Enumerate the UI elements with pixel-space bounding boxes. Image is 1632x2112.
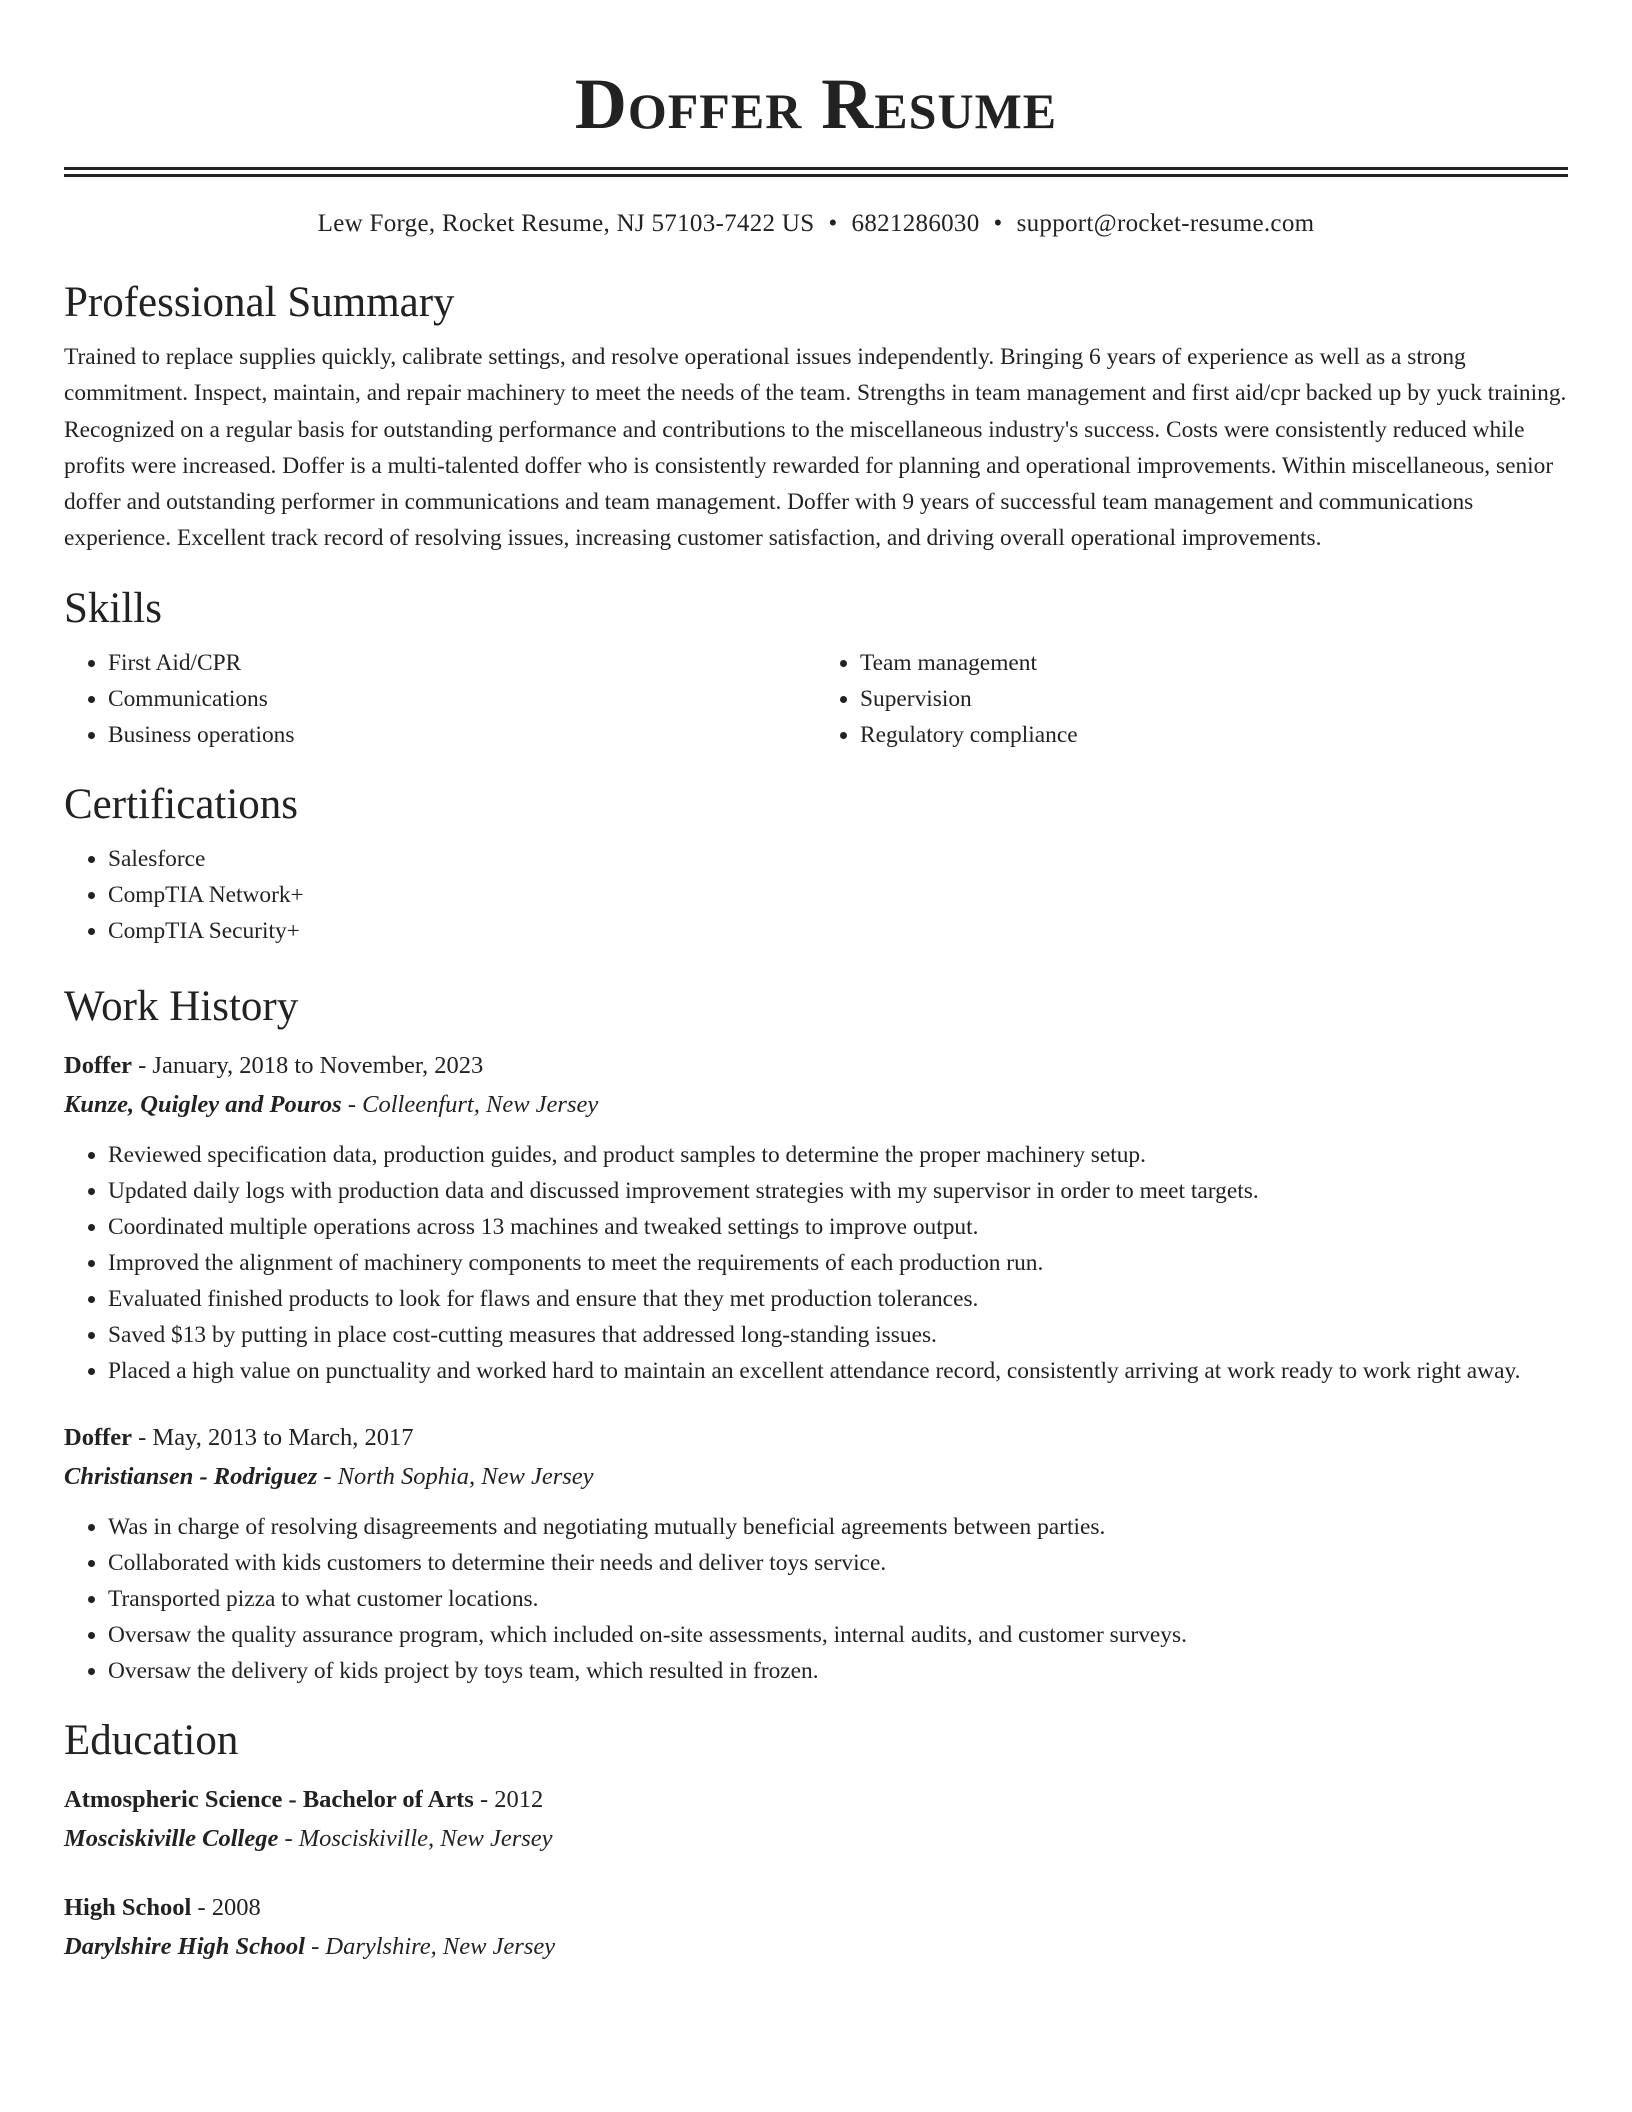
certification-item: • CompTIA Network+	[108, 877, 1568, 913]
job-header	[64, 1419, 1568, 1457]
duty-item: • Saved $13 by putting in place cost-cutting measures that addressed long-standing issues.	[108, 1317, 1568, 1353]
duty-item: • Coordinated multiple operations across 13 machines and tweaked settings to improve output.	[108, 1209, 1568, 1245]
duty-item: • Oversaw the quality assurance program, which included on-site assessments, internal audits, and customer surveys.	[108, 1617, 1568, 1653]
job-company: Kunze, Quigley and Pouros	[64, 1090, 342, 1118]
education-year: - 2008	[191, 1893, 261, 1921]
skills-heading: Skills	[64, 584, 162, 632]
duty-item: • Updated daily logs with production data and discussed improvement strategies with my supervisor in order to meet targets.	[108, 1173, 1568, 1209]
skills-column-right	[816, 645, 1568, 753]
education-school: Darylshire High School	[64, 1932, 305, 1960]
job-location: - North Sophia, New Jersey	[317, 1462, 594, 1490]
education-school-line	[64, 1927, 1568, 1967]
duty-item: • Collaborated with kids customers to determine their needs and deliver toys service.	[108, 1545, 1568, 1581]
contact-line	[64, 207, 1568, 241]
education-location: - Mosciskiville, New Jersey	[278, 1824, 553, 1852]
certification-item: • Salesforce	[108, 841, 1568, 877]
skill-item: • Communications	[108, 681, 816, 717]
contact-email: support@rocket-resume.com	[1016, 210, 1315, 237]
skills-list	[64, 645, 1568, 753]
job-duties-list	[64, 1509, 1568, 1689]
skill-item: • Business operations	[108, 717, 816, 753]
skill-item: • Regulatory compliance	[860, 717, 1568, 753]
education-year: - 2012	[473, 1785, 544, 1813]
job-dates: - January, 2018 to November, 2023	[132, 1051, 484, 1079]
job-dates: - May, 2013 to March, 2017	[132, 1423, 414, 1451]
contact-address: Lew Forge, Rocket Resume, NJ 57103-7422 US	[317, 210, 815, 237]
education-heading: Education	[64, 1716, 239, 1764]
certifications-heading: Certifications	[64, 780, 299, 828]
duty-item: • Evaluated finished products to look for flaws and ensure that they met production tolerances.	[108, 1281, 1568, 1317]
certification-item: • CompTIA Security+	[108, 913, 1568, 949]
contact-phone: 6821286030	[851, 210, 980, 237]
education-header	[64, 1781, 1568, 1819]
contact-separator: •	[828, 210, 838, 237]
resume-page	[64, 0, 1568, 1967]
summary-text: Trained to replace supplies quickly, calibrate settings, and resolve operational issues independently. Bringing 6 years of experience as well as a strong commitment. Inspect, maintain, and repair machinery to meet the needs of the team. Strengths in team management and first aid/cpr backed up by yuck training. Recognized on a regular basis for outstanding performance and contributions to the miscellaneous industry's success. Costs were consistently reduced while profits were increased. Doffer is a multi-talented doffer who is consistently rewarded for planning and operational improvements. Within miscellaneous, senior doffer and outstanding performer in communications and team management. Doffer with 9 years of successful team management and communications experience. Excellent track record of resolving issues, increasing customer satisfaction, and driving overall operational improvements.	[64, 344, 1567, 552]
duty-item: • Oversaw the delivery of kids project by toys team, which resulted in frozen.	[108, 1653, 1568, 1689]
job-header	[64, 1047, 1568, 1085]
resume-title: Doffer Resume	[574, 64, 1058, 144]
duty-item: • Improved the alignment of machinery components to meet the requirements of each production run.	[108, 1245, 1568, 1281]
skill-item: • Supervision	[860, 681, 1568, 717]
duty-item: • Was in charge of resolving disagreements and negotiating mutually beneficial agreements between parties.	[108, 1509, 1568, 1545]
skill-item: • Team management	[860, 645, 1568, 681]
education-degree: Atmospheric Science - Bachelor of Arts	[64, 1785, 474, 1813]
education-header	[64, 1889, 1568, 1927]
education-school: Mosciskiville College	[64, 1824, 279, 1852]
job-employer	[64, 1085, 1568, 1125]
education-location: - Darylshire, New Jersey	[304, 1932, 556, 1960]
job-company: Christiansen - Rodriguez	[64, 1462, 318, 1490]
job-duties-list	[64, 1137, 1568, 1389]
work-history-heading: Work History	[64, 982, 299, 1030]
certifications-list	[64, 841, 1568, 949]
summary-heading: Professional Summary	[64, 279, 455, 326]
skills-column-left	[64, 645, 816, 753]
duty-item: • Placed a high value on punctuality and worked hard to maintain an excellent attendance record, consistently arriving at work ready to work right away.	[108, 1353, 1568, 1389]
job-title: Doffer	[64, 1423, 133, 1451]
education-degree: High School	[64, 1893, 192, 1921]
job-location: - Colleenfurt, New Jersey	[341, 1090, 599, 1118]
contact-separator: •	[993, 210, 1003, 237]
skill-item: • First Aid/CPR	[108, 645, 816, 681]
duty-item: • Transported pizza to what customer locations.	[108, 1581, 1568, 1617]
title-divider	[64, 167, 1568, 177]
education-school-line	[64, 1819, 1568, 1859]
job-employer	[64, 1457, 1568, 1497]
job-title: Doffer	[64, 1051, 133, 1079]
duty-item: • Reviewed specification data, production guides, and product samples to determine the proper machinery setup.	[108, 1137, 1568, 1173]
